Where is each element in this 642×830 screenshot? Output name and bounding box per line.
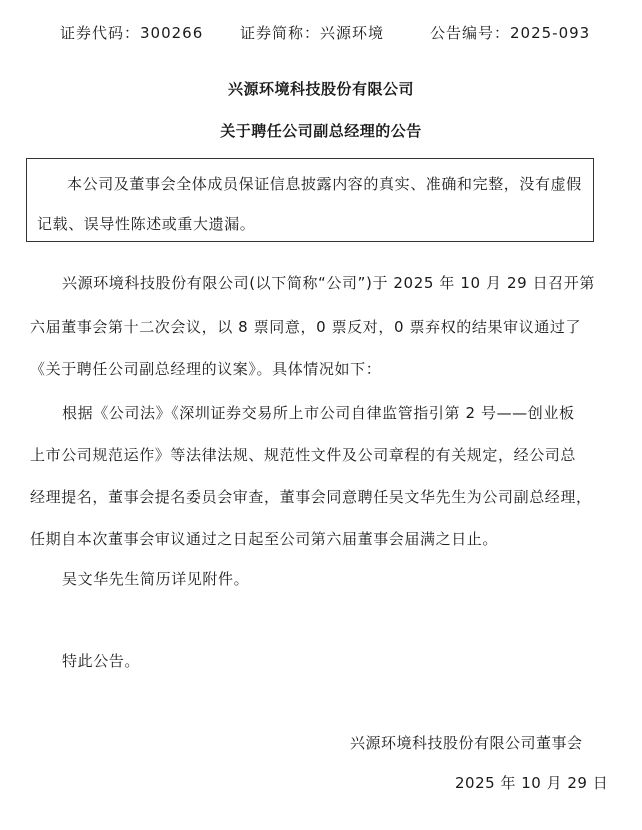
document-header [0,22,642,46]
disclaimer-box [26,158,594,242]
paragraph-line: 《关于聘任公司副总经理的议案》。具体情况如下： [30,360,382,378]
paragraph-line: 吴文华先生简历详见附件。 [62,570,250,588]
security-abbreviation: 证券简称：兴源环境 [240,24,385,42]
company-name: 兴源环境科技股份有限公司 [227,80,414,98]
disclaimer-line: 本公司及董事会全体成员保证信息披露内容的真实、准确和完整，没有虚假 [67,175,582,193]
disclaimer-line: 记载、误导性陈述或重大遗漏。 [37,215,256,233]
security-code: 证券代码：300266 [60,24,204,42]
announcement-number: 公告编号：2025-093 [430,24,591,42]
paragraph-line: 经理提名，董事会提名委员会审查，董事会同意聘任吴文华先生为公司副总经理， [30,488,592,506]
paragraph-line: 上市公司规范运作》等法律法规、规范性文件及公司章程的有关规定，经公司总 [30,446,577,464]
signature-date: 2025 年 10 月 29 日 [455,774,609,792]
announcement-title: 关于聘任公司副总经理的公告 [220,122,422,140]
signature-organization: 兴源环境科技股份有限公司董事会 [350,734,583,752]
paragraph-line: 六届董事会第十二次会议，以 8 票同意，0 票反对，0 票弃权的结果审议通过了 [30,318,582,336]
paragraph-line: 任期自本次董事会审议通过之日起至公司第六届董事会届满之日止。 [30,530,499,548]
closing-line: 特此公告。 [62,652,141,670]
paragraph-line: 根据《公司法》《深圳证券交易所上市公司自律监管指引第 2 号——创业板 [62,404,575,422]
paragraph-line: 兴源环境科技股份有限公司(以下简称“公司”)于 2025 年 10 月 29 日召开第 [62,274,596,292]
